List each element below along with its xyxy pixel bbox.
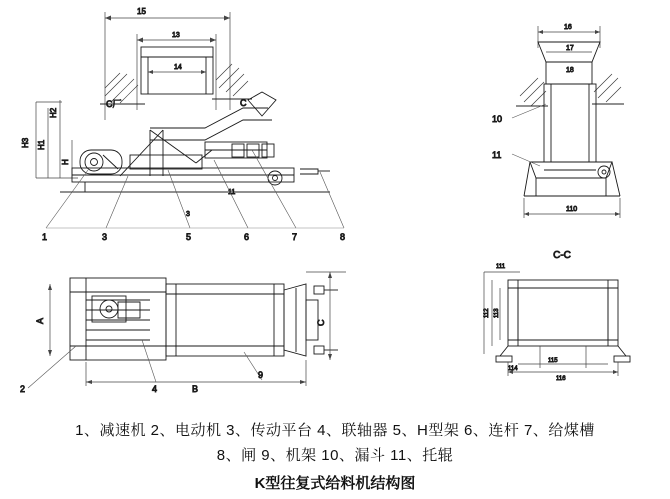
dim-label-17: 17 bbox=[566, 45, 574, 52]
section-cc-title: C-C bbox=[553, 250, 571, 261]
dim-label-15: 15 bbox=[137, 7, 146, 16]
section-mark-left: C厂 bbox=[106, 99, 122, 109]
callout-1: 1 bbox=[42, 232, 48, 242]
dim-label-111: 111 bbox=[496, 264, 506, 270]
legend-line-2: 8、闸 9、机架 10、漏斗 11、托辊 bbox=[216, 447, 454, 464]
callout-2: 2 bbox=[20, 384, 26, 394]
section-inner bbox=[518, 288, 608, 340]
callout-9: 9 bbox=[258, 370, 264, 380]
dim-label-a: A bbox=[35, 317, 45, 324]
dimension-b bbox=[86, 360, 306, 386]
callout-5: 5 bbox=[186, 232, 192, 242]
callout-7: 7 bbox=[292, 232, 298, 242]
dim-label-18: 18 bbox=[566, 67, 574, 74]
section-horizontal-dims bbox=[508, 346, 618, 376]
trough-side bbox=[524, 84, 620, 196]
callout-8: 8 bbox=[340, 232, 346, 242]
dim-label-113: 113 bbox=[494, 308, 500, 318]
dim-label-h3: H3 bbox=[21, 137, 30, 148]
dim-label-h2: H2 bbox=[49, 107, 58, 118]
machine-body-top bbox=[166, 284, 338, 356]
section-cc-view bbox=[484, 250, 630, 382]
front-view bbox=[21, 7, 345, 242]
dim-label-16: 16 bbox=[564, 24, 572, 31]
callout-4: 4 bbox=[152, 384, 158, 394]
legend-line-1: 1、减速机 2、电动机 3、传动平台 4、联轴器 5、H型架 6、连杆 7、给煤槽 bbox=[75, 422, 595, 439]
parts-legend bbox=[0, 418, 670, 468]
dim-label-13: 13 bbox=[172, 32, 180, 39]
dimension-c bbox=[306, 272, 346, 360]
callout-10: 10 bbox=[492, 114, 503, 124]
wall-hatch-side-left bbox=[520, 78, 546, 106]
dim-label-h: H bbox=[61, 159, 70, 165]
front-callout-numbers bbox=[42, 232, 345, 242]
wall-hatch-right bbox=[216, 64, 248, 96]
dim-label-115: 115 bbox=[548, 358, 558, 364]
dim-label-h1: H1 bbox=[37, 139, 46, 150]
dim-label-110: 110 bbox=[566, 206, 578, 213]
callout-11-front: 11 bbox=[228, 189, 236, 196]
callout-3: 3 bbox=[102, 232, 108, 242]
side-callout-leaders bbox=[512, 104, 546, 166]
inner-mark-front: 3 bbox=[186, 211, 190, 218]
dimension-a bbox=[48, 284, 52, 356]
section-foot-left bbox=[496, 356, 512, 362]
dim-label-b: B bbox=[192, 384, 199, 394]
callout-6: 6 bbox=[244, 232, 250, 242]
dim-label-112: 112 bbox=[484, 308, 490, 318]
section-mark-right: C bbox=[240, 98, 247, 108]
top-view bbox=[20, 272, 346, 394]
dim-label-114: 114 bbox=[508, 366, 518, 372]
callout-11-side: 11 bbox=[492, 150, 502, 160]
machine-frame-front bbox=[72, 130, 330, 192]
side-view bbox=[492, 24, 624, 218]
section-foot-right bbox=[614, 356, 630, 362]
dim-label-c: C bbox=[316, 319, 326, 326]
wall-hatch-side-right bbox=[594, 74, 621, 102]
dim-label-116: 116 bbox=[556, 376, 566, 382]
section-feet bbox=[500, 346, 626, 356]
drive-platform-top bbox=[70, 278, 166, 360]
section-outer bbox=[508, 280, 618, 346]
top-callout-leaders bbox=[28, 340, 262, 388]
dim-label-14: 14 bbox=[174, 64, 182, 71]
drawing-title: K型往复式给料机结构图 bbox=[254, 475, 416, 492]
